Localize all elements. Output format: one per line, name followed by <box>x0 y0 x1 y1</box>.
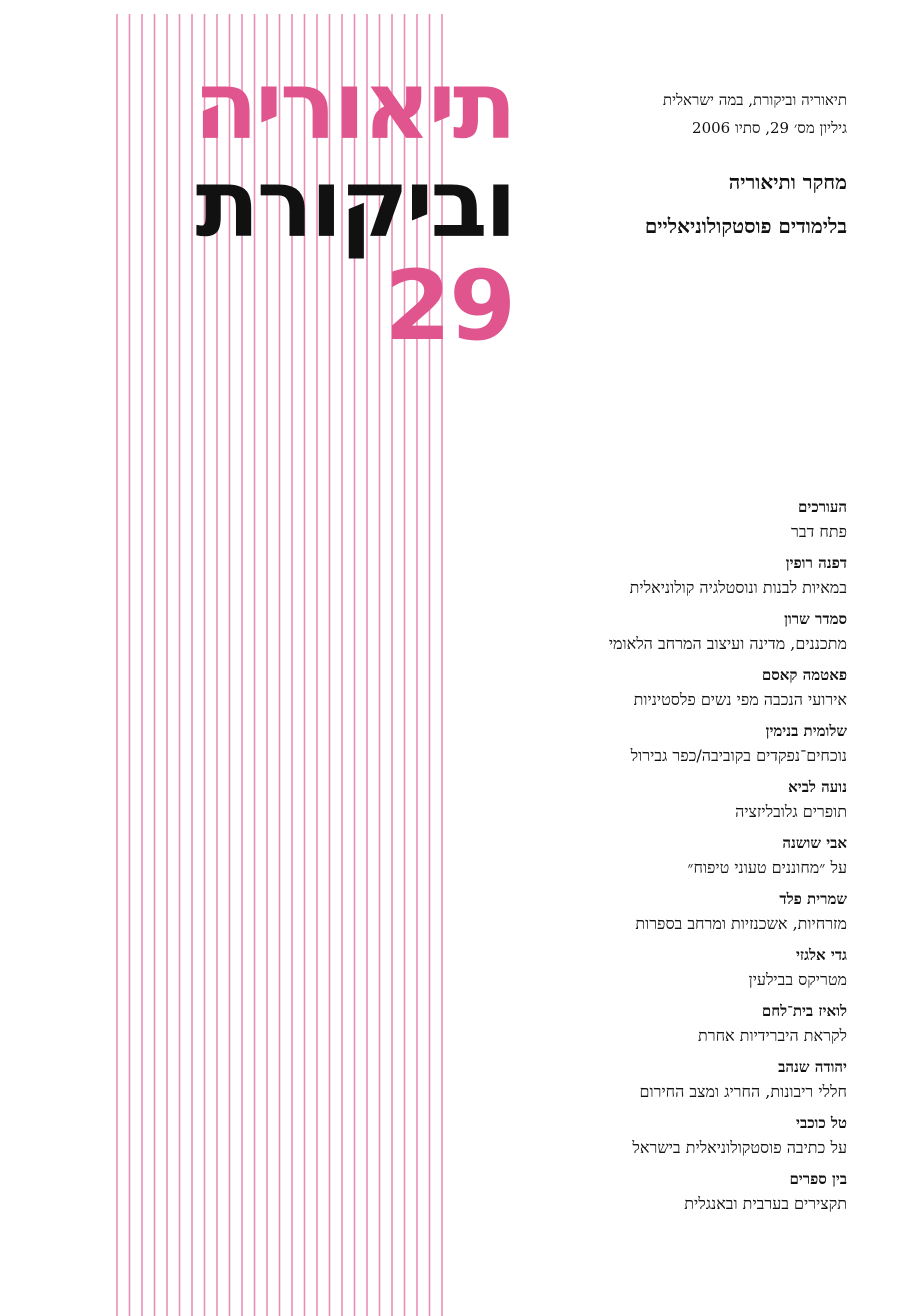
toc-title: פתח דבר <box>791 522 847 541</box>
toc-author: דפנה רופין <box>785 554 847 572</box>
toc-title: אירועי הנכבה מפי נשים פלסטיניות <box>633 690 847 709</box>
toc-entry <box>467 943 847 999</box>
toc-author: גדי אלגזי <box>795 946 847 964</box>
toc-author: שמרית פלד <box>779 890 847 908</box>
publication-info <box>663 86 847 142</box>
toc-entry <box>467 663 847 719</box>
toc-entry <box>467 719 847 775</box>
toc-author: נועה לביא <box>788 778 847 796</box>
issue-subject <box>645 160 847 248</box>
toc-title: מזרחיות, אשכנזיות ומרחב בספרות <box>635 914 847 933</box>
toc-entry <box>467 495 847 551</box>
toc-author: יהודה שנהב <box>778 1058 847 1076</box>
toc-entry <box>467 831 847 887</box>
issue-line: גיליון מס׳ 29, סתיו 2006 <box>692 119 847 137</box>
masthead-title-line2: וביקורת <box>195 150 514 259</box>
issue-number: 29 <box>384 250 514 362</box>
toc-author: פאטמה קאסם <box>761 666 847 684</box>
toc-entry <box>467 1111 847 1167</box>
toc-title: במאיות לבנות ונוסטלגיה קולוניאלית <box>629 578 847 597</box>
toc-title: תופרים גלובליזציה <box>735 802 847 821</box>
toc-author: לואיז בית־לחם <box>761 1002 847 1020</box>
toc-title: לקראת היברידיות אחרת <box>697 1026 847 1045</box>
toc-title: נוכחים־נפקדים בקוביבה/כפר גבירול <box>630 746 847 765</box>
table-of-contents <box>467 495 847 1223</box>
toc-entry <box>467 1167 847 1223</box>
toc-author: טל כוכבי <box>796 1114 847 1132</box>
toc-author: שלומית בנימין <box>765 722 847 740</box>
toc-title: מטריקס בבילעין <box>748 970 847 989</box>
toc-author: בין ספרים <box>789 1170 847 1188</box>
subject-line1: מחקר ותיאוריה <box>728 170 847 194</box>
toc-title: תקצירים בערבית ובאנגלית <box>684 1194 847 1213</box>
toc-entry <box>467 775 847 831</box>
toc-title: על כתיבה פוסטקולוניאלית בישראל <box>632 1138 847 1157</box>
toc-entry <box>467 887 847 943</box>
toc-entry <box>467 1055 847 1111</box>
toc-title: על ״מחוננים טעוני טיפוח״ <box>687 858 847 877</box>
masthead-title-line1: תיאוריה <box>193 52 514 161</box>
toc-entry <box>467 607 847 663</box>
masthead <box>193 52 514 362</box>
toc-entry <box>467 551 847 607</box>
toc-entry <box>467 999 847 1055</box>
subject-line2: בלימודים פוסטקולוניאליים <box>644 214 847 238</box>
series-line: תיאוריה וביקורת, במה ישראלית <box>662 91 847 109</box>
toc-title: חללי ריבונות, החריג ומצב החירום <box>639 1082 847 1101</box>
toc-author: העורכים <box>798 498 847 516</box>
toc-author: אבי שושנה <box>782 834 847 852</box>
toc-title: מתכננים, מדינה ועיצוב המרחב הלאומי <box>608 634 847 653</box>
toc-author: סמדר שרון <box>784 610 847 628</box>
